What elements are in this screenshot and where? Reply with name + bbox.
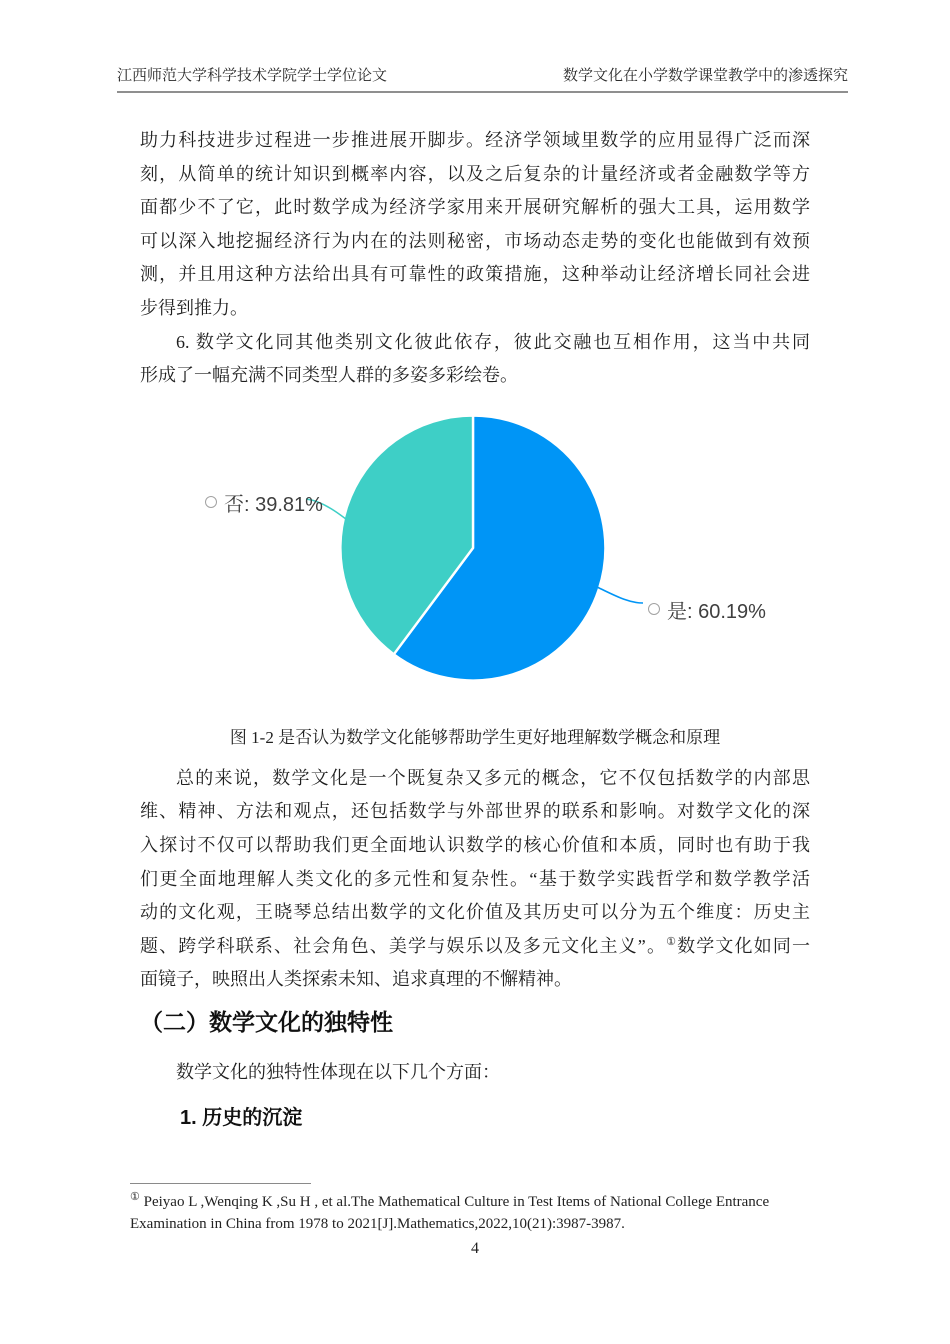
- footnote-marker: ①: [130, 1191, 140, 1203]
- footnote-reference-mark: ①: [666, 935, 678, 948]
- section-intro-line: 数学文化的独特性体现在以下几个方面：: [176, 1061, 500, 1082]
- text-line: 面镜子，映照出人类探索未知、追求真理的不懈精神。: [140, 969, 572, 990]
- hollow-circle-icon: [205, 496, 217, 508]
- pie-label-no-text: 否: 39.81%: [224, 493, 323, 516]
- pie-chart: [0, 415, 950, 715]
- section-heading: （二）数学文化的独特性: [140, 1008, 393, 1035]
- page-number: 4: [471, 1240, 479, 1257]
- footnote-divider: [130, 1183, 311, 1184]
- text-line: 面都少不了它，此时数学成为经济学家用来开展研究解析的强大工具，运用数学: [140, 197, 810, 218]
- text-segment: 数学文化如同一: [677, 935, 810, 956]
- pie-label-no: [205, 488, 323, 517]
- subsection-heading: 1. 历史的沉淀: [180, 1106, 303, 1129]
- footnote-text: Peiyao L ,Wenqing K ,Su H , et al.The Mathematical Culture in Test Items of National College Entrance: [143, 1194, 770, 1210]
- pie-label-yes: [648, 595, 766, 624]
- text-line: 可以深入地挖掘经济行为内在的法则秘密，市场动态走势的变化也能做到有效预: [140, 230, 810, 251]
- text-line: 测，并且用这种方法给出具有可靠性的政策措施，这种举动让经济增长同社会进: [140, 264, 810, 285]
- text-segment: 题、跨学科联系、社会角色、美学与娱乐以及多元文化主义”。: [140, 935, 667, 956]
- text-line: 动的文化观，王晓琴总结出数学的文化价值及其历史可以分为五个维度：历史主: [140, 902, 810, 923]
- header-left-title: 江西师范大学科学技术学院学士学位论文: [117, 68, 388, 84]
- header-right-title: 数学文化在小学数学课堂教学中的渗透探究: [562, 68, 848, 84]
- text-line: 入探讨不仅可以帮助我们更全面地认识数学的核心价值和本质，同时也有助于我: [140, 834, 810, 855]
- paragraph-2: [140, 326, 810, 393]
- footnote-line-2: Examination in China from 1978 to 2021[J].Mathematics,2022,10(21):3987-3987.: [130, 1216, 625, 1232]
- text-line: 形成了一幅充满不同类型人群的多姿多彩绘卷。: [140, 365, 518, 386]
- paragraph-1: [140, 124, 810, 326]
- pie-label-yes-text: 是: 60.19%: [667, 600, 766, 623]
- text-line: 总的来说，数学文化是一个既复杂又多元的概念，它不仅包括数学的内部思: [176, 767, 810, 788]
- page-header: [117, 64, 848, 93]
- text-line: 步得到推力。: [140, 297, 248, 318]
- body-text-column: [140, 124, 810, 1133]
- paragraph-3: [140, 762, 810, 997]
- text-line: 们更全面地理解人类文化的多元性和复杂性。“基于数学实践哲学和数学教学活: [140, 868, 810, 889]
- text-line: 助力科技进步过程进一步推进展开脚步。经济学领域里数学的应用显得广泛而深: [140, 130, 810, 150]
- footnote-line-1: [130, 1191, 830, 1213]
- pie-callout-line-yes: [597, 587, 643, 603]
- text-line: 6. 数学文化同其他类别文化彼此依存，彼此交融也互相作用，这当中共同: [176, 331, 810, 352]
- footnote-block: [130, 1183, 830, 1235]
- hollow-circle-icon: [648, 603, 660, 615]
- text-line: 刻，从简单的统计知识到概率内容，以及之后复杂的计量经济或者金融数学等方: [140, 163, 810, 184]
- text-line-with-footnote-ref: [140, 930, 810, 964]
- figure-caption: 图 1-2 是否认为数学文化能够帮助学生更好地理解数学概念和原理: [229, 727, 721, 747]
- text-line: 维、精神、方法和观点，还包括数学与外部世界的联系和影响。对数学文化的深: [140, 801, 810, 822]
- figure-1-2: [0, 415, 950, 715]
